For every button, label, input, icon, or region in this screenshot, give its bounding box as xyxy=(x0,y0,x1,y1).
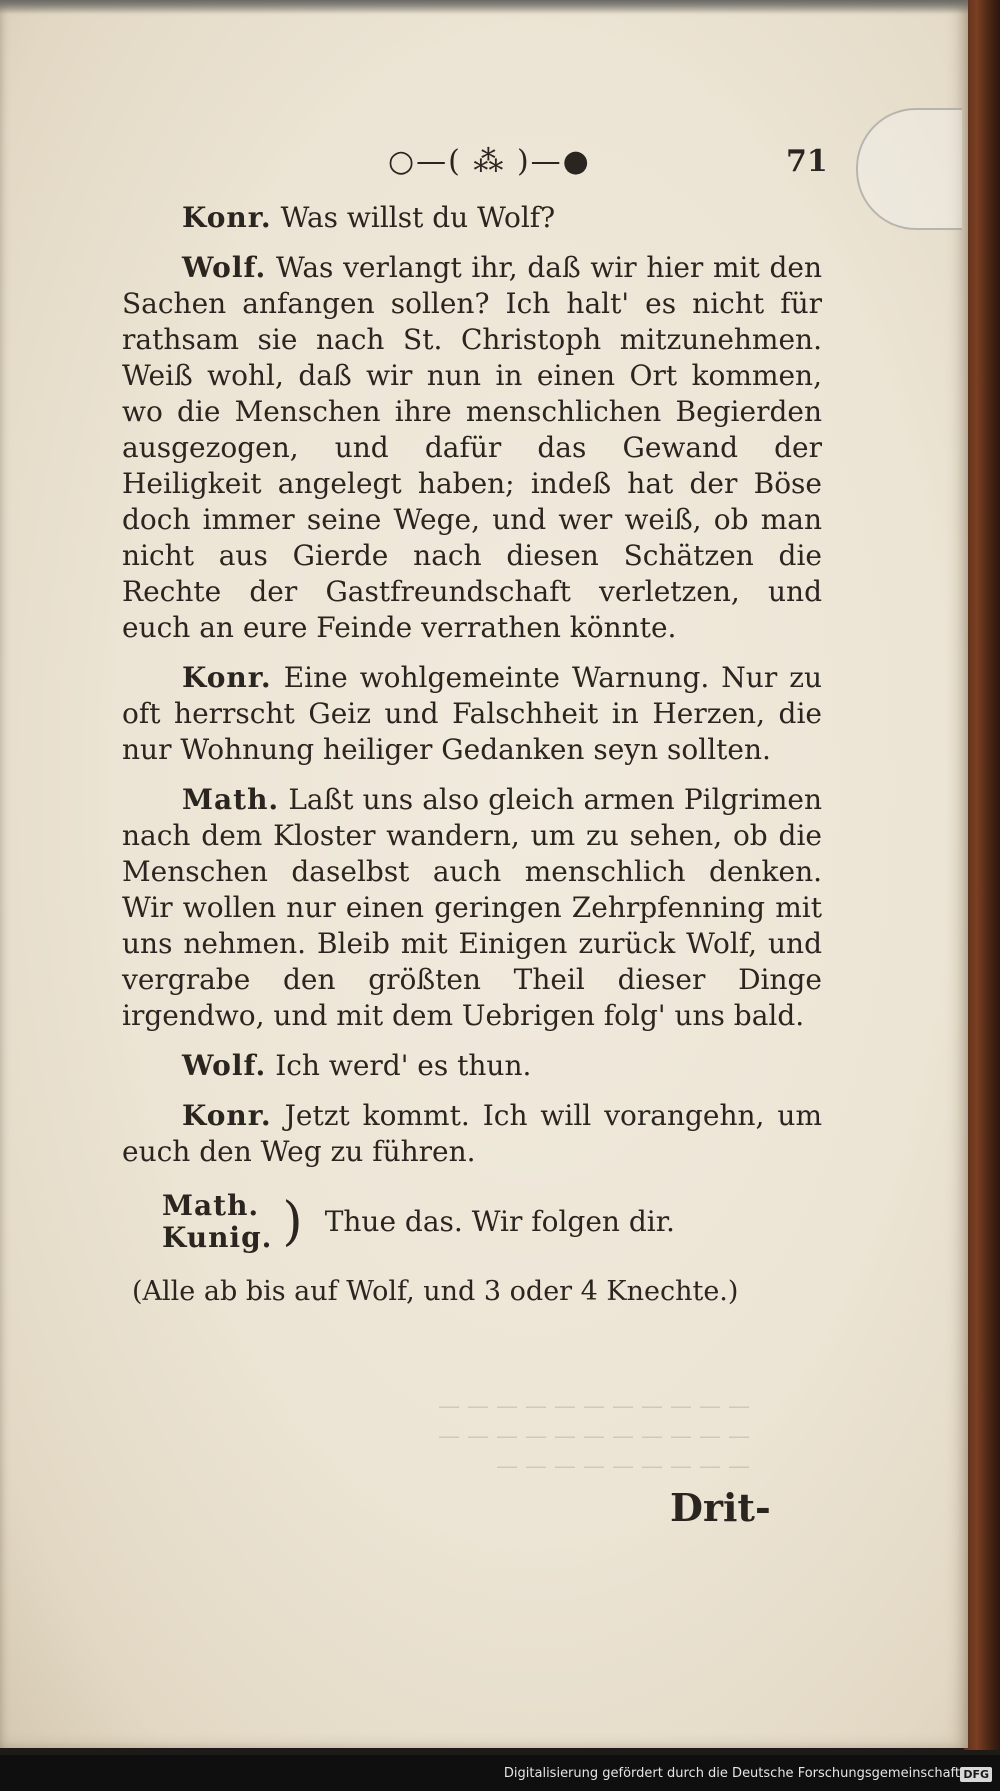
speaker-name: Wolf. xyxy=(182,251,267,284)
speaker-brace: ) xyxy=(282,1192,303,1252)
top-shadow xyxy=(0,0,968,14)
line-text: Was verlangt ihr, daß wir hier mit den Sachen anfangen sollen? Ich halt' es nicht für rathsam sie nach St. Christoph mitzunehmen. Weiß wohl, daß wir nun in einen Ort kommen, wo die Menschen ihre menschlichen Begierden ausgezogen, und dafür das Gewand der Heiligkeit angelegt haben; indeß hat der Böse doch immer seine Wege, und wer weiß, ob man nicht aus Gierde nach diesen Schätzen die Rechte der Gastfreundschaft verletzen, und euch an eure Feinde verrathen könnte. xyxy=(122,251,822,644)
line-text: Ich werd' es thun. xyxy=(275,1049,532,1082)
speaker-name: Math. xyxy=(162,1189,260,1222)
line-text: Was willst du Wolf? xyxy=(280,201,556,234)
dialogue-line xyxy=(122,660,822,768)
dialogue-line xyxy=(122,1048,822,1084)
speaker-name: Math. xyxy=(182,783,280,816)
footer-bar xyxy=(0,1755,1000,1791)
stage-direction: (Alle ab bis auf Wolf, und 3 oder 4 Knechte.) xyxy=(132,1276,739,1307)
show-through-text: — — — — — — — — — — — — — — — — — — — — — — — — — — — — — — — xyxy=(438,1394,750,1479)
page-number: 71 xyxy=(786,144,828,179)
page-header xyxy=(0,136,968,196)
header-ornament: ○—( ⁂ )—● xyxy=(388,144,591,179)
catchword: Drit- xyxy=(670,1485,771,1530)
speaker-name: Konr. xyxy=(182,201,272,234)
dialogue-text xyxy=(122,200,822,1310)
speaker-name: Wolf. xyxy=(182,1049,267,1082)
joint-speech xyxy=(162,1190,822,1254)
line-text: Jetzt kommt. Ich will vorangehn, um euch den Weg zu führen. xyxy=(122,1099,822,1168)
joint-line-text: Thue das. Wir folgen dir. xyxy=(324,1205,675,1238)
speaker-name: Konr. xyxy=(182,661,272,694)
dialogue-line xyxy=(122,200,822,236)
digitization-credit: Digitalisierung gefördert durch die Deutsche Forschungsgemeinschaft xyxy=(503,1766,960,1781)
dialogue-line xyxy=(122,1098,822,1170)
speaker-name: Kunig. xyxy=(162,1221,273,1254)
line-text: Eine wohlgemeinte Warnung. Nur zu oft herrscht Geiz und Falschheit in Herzen, die nur Wohnung heiliger Gedanken seyn sollten. xyxy=(122,661,823,766)
dfg-logo: DFG xyxy=(960,1767,992,1782)
speaker-name: Konr. xyxy=(182,1099,272,1132)
dialogue-line xyxy=(122,782,822,1034)
dialogue-line xyxy=(122,250,822,646)
joint-speakers xyxy=(162,1190,272,1254)
line-text: Laßt uns also gleich armen Pilgrimen nach dem Kloster wandern, um zu sehen, ob die Menschen daselbst auch menschlich denken. Wir wollen nur einen geringen Zehrpfenning mit uns nehmen. Bleib mit Einigen zurück Wolf, und vergrabe den größten Theil dieser Dinge irgendwo, und mit dem Uebrigen folg' uns bald. xyxy=(122,783,822,1032)
book-spine xyxy=(964,0,1000,1750)
